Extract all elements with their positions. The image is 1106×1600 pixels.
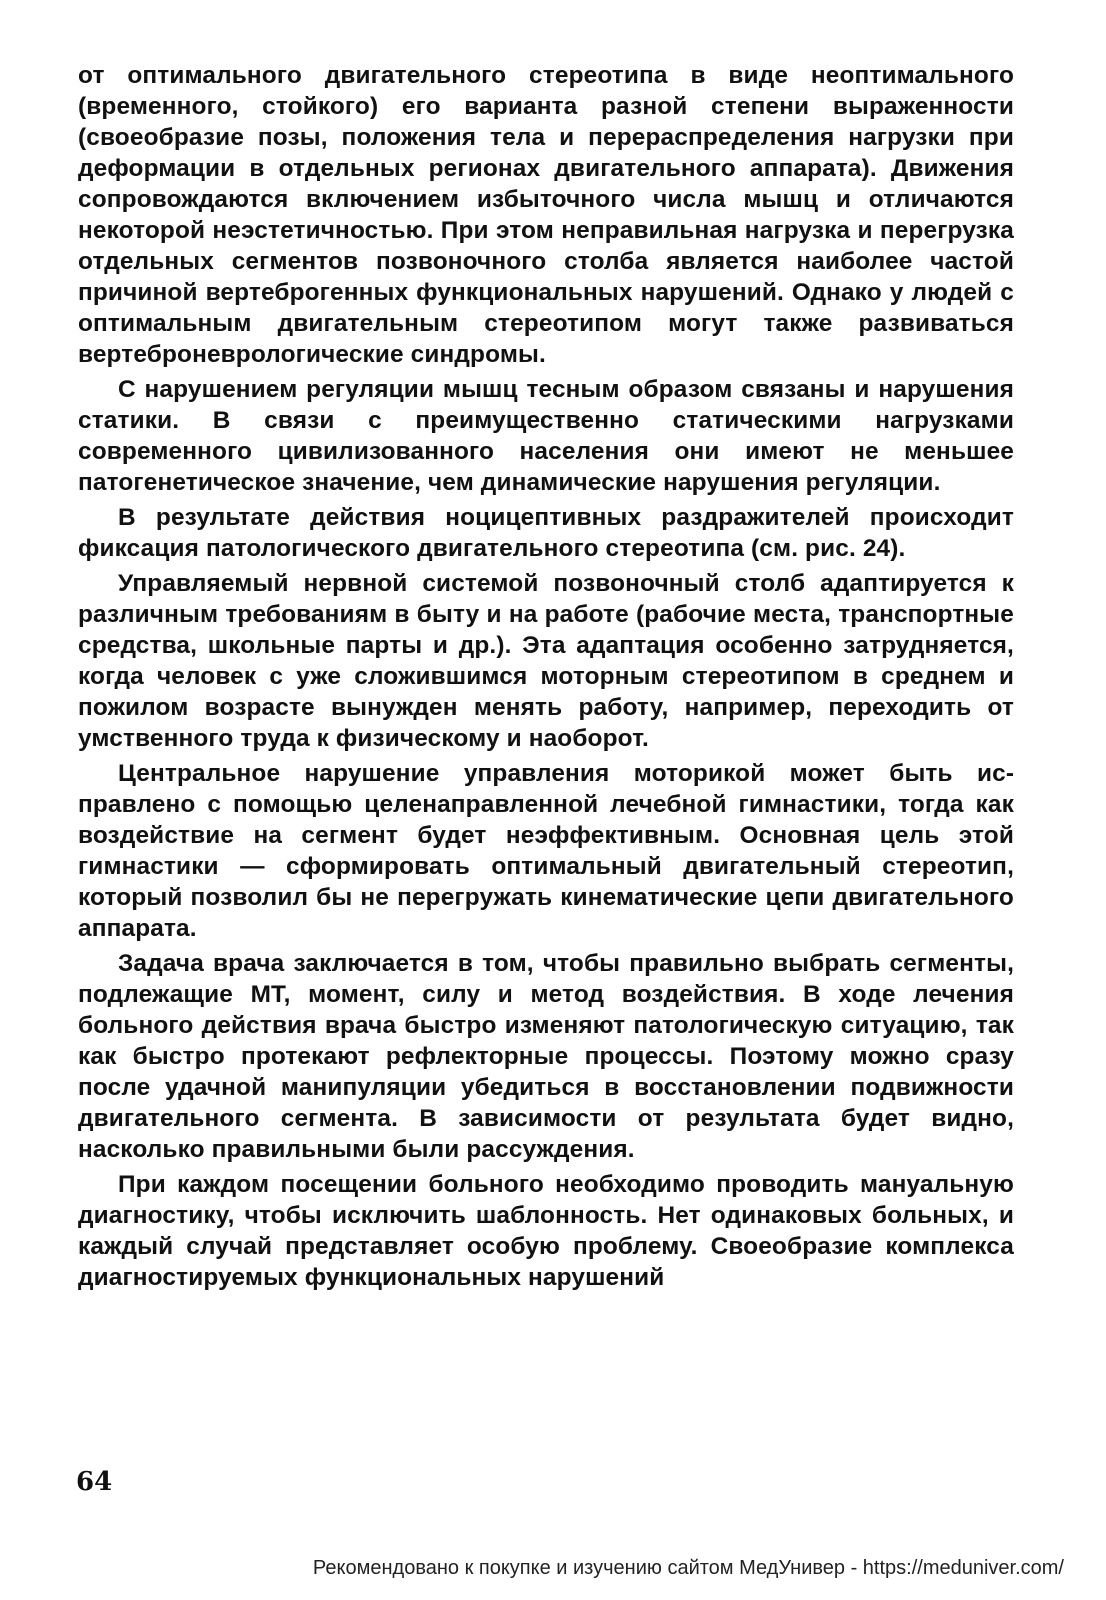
paragraph-7: При каждом посещении больного необходимо проводить мануальную диагностику, чтобы исключить шаблонность. Нет одинаковых больных, и каждый случай представляет особую проблему. Своеобразие комплекса диагностируемых функциональных нарушений <box>78 1171 1014 1291</box>
paragraph-5: Центральное нарушение управления моторикой может быть исправлено с помощью целенаправленной лечебной гимнастики, тогда как воздействие на сегмент будет неэффективным. Основная цель этой гимнастики — сформировать оптимальный двигательный стереотип, который позволил бы не перегружать кинематические цепи двигательного аппарата. <box>78 760 1014 942</box>
paragraph-6: Задача врача заключается в том, чтобы правильно выбрать сегменты, подлежащие МТ, момент, силу и метод воздействия. В ходе лечения больного действия врача быстро изменяют патологическую ситуацию, так как быстро протекают рефлекторные процессы. Поэтому можно сразу после удачной манипуляции убедиться в восстановлении подвижности двигательного сегмента. В зависимости от результата будет видно, насколько правильными были рассуждения. <box>78 950 1014 1163</box>
page-number: 64 <box>76 1467 113 1497</box>
paragraph-1: от оптимального двигательного стереотипа в виде неоптимального (временного, стойкого) его варианта разной степени выраженности (своеобразие позы, положения тела и перераспределения нагрузки при деформации в отдельных регионах двигательного аппарата). Движения сопровождаются включением избыточного числа мышц и отличаются некоторой неэстетичностью. При этом неправильная нагрузка и перегрузка отдельных сегментов позвоночного столба является наиболее частой причиной вертеброгенных функциональных нарушений. Однако у людей с оптимальным двигательным стереотипом могут также развиваться вертеброневрологические синдромы. <box>78 62 1014 368</box>
body-text <box>78 60 1014 1297</box>
paragraph-3: В результате действия ноцицептивных раздражителей происходит фиксация патологического двигательного стереотипа (см. рис. 24). <box>78 504 1014 562</box>
footer-recommendation: Рекомендовано к покупке и изучению сайтом МедУнивер - https://meduniver.com/ <box>312 1557 1064 1579</box>
paragraph-2: С нарушением регуляции мышц тесным образом связаны и нарушения статики. В связи с преимущественно статическими нагрузками современного цивилизованного населения они имеют не меньшее патогенетическое значение, чем динамические нарушения регуляции. <box>78 376 1014 496</box>
paragraph-4: Управляемый нервной системой позвоночный столб адаптируется к различным требованиям в быту и на работе (рабочие места, транспортные средства, школьные парты и др.). Эта адаптация особенно затрудняется, когда человек с уже сложившимся моторным стереотипом в среднем и пожилом возрасте вынужден менять работу, например, переходить от умственного труда к физическому и наоборот. <box>78 570 1014 752</box>
